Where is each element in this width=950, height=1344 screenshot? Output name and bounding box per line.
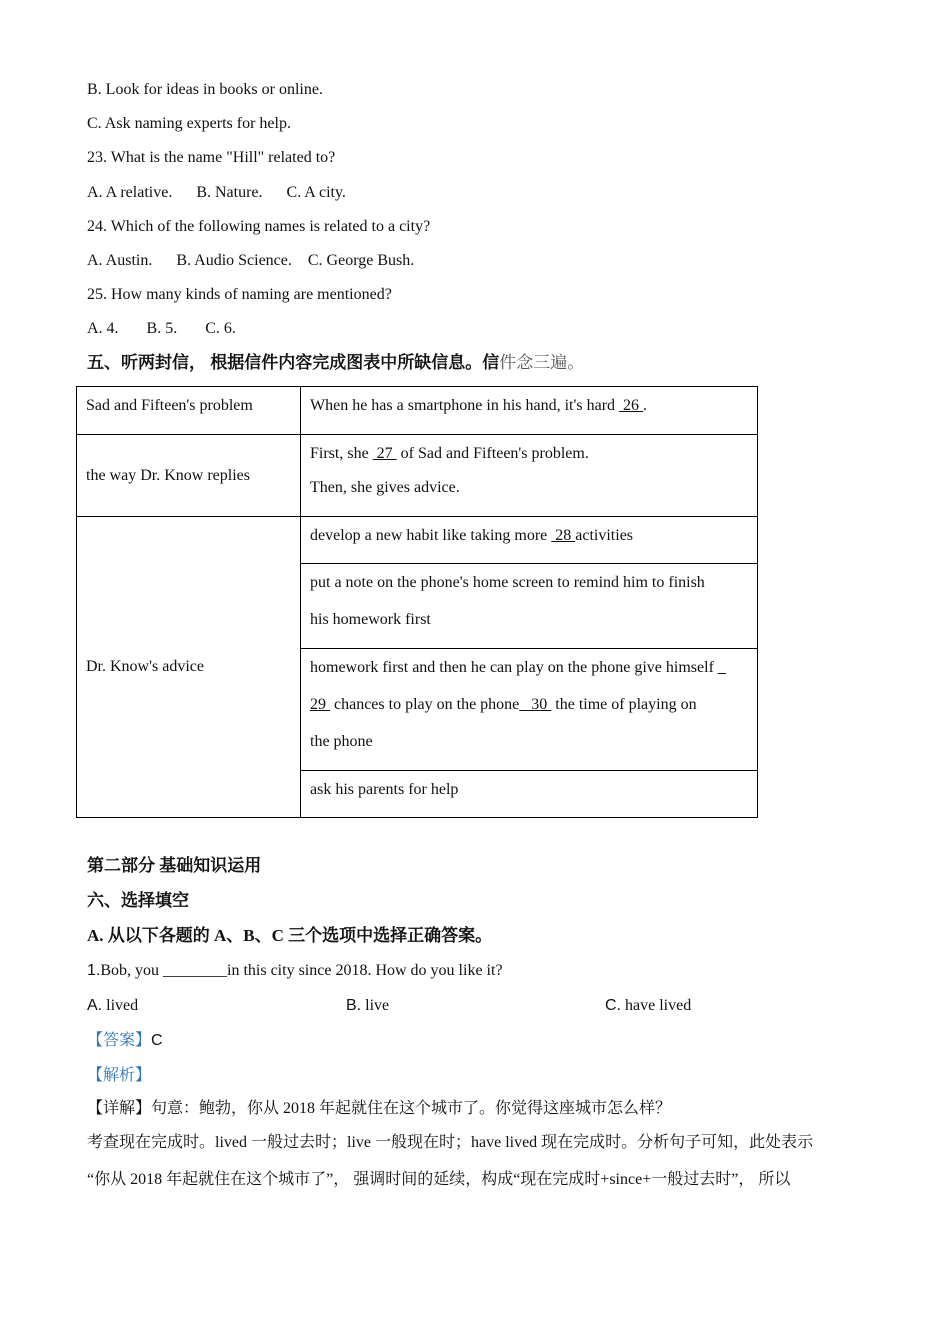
- explanation-line-2: “你从 2018 年起就住在这个城市了”， 强调时间的延续，构成“现在完成时+since+一般过去时”， 所以: [87, 1171, 791, 1188]
- row1-label-cell: [77, 387, 301, 435]
- advice3-text-a: homework first and then he can play on the phone give himself: [310, 659, 718, 676]
- section5-heading-bold: 五、听两封信， 根据信件内容完成图表中所缺信息。信: [87, 353, 500, 372]
- row2-label: the way Dr. Know replies: [86, 466, 250, 484]
- option-c-label: C.: [605, 997, 621, 1014]
- advice2-line1: put a note on the phone's home screen to remind him to finish: [310, 574, 705, 591]
- question1-option-a: [87, 996, 138, 1016]
- advice1-text-b: activities: [575, 527, 634, 544]
- row1-content: [310, 396, 748, 416]
- row2-label-cell: [77, 435, 301, 517]
- detail-line: 【详解】句意：鲍勃，你从 2018 年起就住在这个城市了。你觉得这座城市怎么样？: [87, 1100, 672, 1117]
- section5-heading: [87, 353, 584, 373]
- advice2-cell: [301, 564, 758, 649]
- row2-line2: Then, she gives advice.: [310, 479, 460, 496]
- part2-title: 第二部分 基础知识运用: [87, 856, 262, 875]
- q25-stem: 25. How many kinds of naming are mentioned?: [87, 286, 392, 303]
- row3-label: Dr. Know's advice: [86, 658, 204, 675]
- analysis-label: 【解析】: [87, 1067, 152, 1084]
- q22-option-c: C. Ask naming experts for help.: [87, 115, 291, 132]
- q23-options: A. A relative. B. Nature. C. A city.: [87, 184, 346, 201]
- option-b-text: live: [361, 997, 390, 1014]
- question1-stem: [87, 961, 503, 981]
- row2-text-b: of Sad and Fifteen's problem.: [396, 445, 589, 462]
- blank-28: 28: [551, 527, 576, 544]
- table-row: [77, 435, 758, 517]
- section5-heading-tail: 件念三遍。: [499, 353, 585, 372]
- row3-label-cell: [77, 517, 301, 818]
- section6-title: 六、选择填空: [87, 891, 189, 910]
- blank-29-start: _: [717, 659, 726, 676]
- option-b-label: B.: [346, 997, 362, 1014]
- question1-option-b: [346, 996, 389, 1016]
- blank-30: 30: [519, 696, 552, 713]
- blank-27: 27: [372, 445, 397, 462]
- answer-value: C: [151, 1032, 163, 1049]
- row2-line1: [310, 444, 748, 464]
- question1-option-c: [605, 996, 691, 1016]
- advice1: [310, 526, 748, 546]
- explanation-line-1: 考查现在完成时。lived 一般过去时；live 一般现在时；have lived 现在完成时。分析句子可知，此处表示: [87, 1134, 814, 1151]
- advice3-cell: [301, 649, 758, 771]
- row1-text: When he has a smartphone in his hand, it's hard: [310, 397, 620, 414]
- advice2-line2: his homework first: [310, 611, 431, 628]
- option-c-text: have lived: [621, 997, 692, 1014]
- advice3-text-b: chances to play on the phone: [330, 696, 520, 713]
- advice3-line2: [310, 695, 748, 715]
- advice4-cell: [301, 771, 758, 818]
- answer-line: [87, 1031, 163, 1051]
- advice1-cell: [301, 517, 758, 564]
- q22-option-b: B. Look for ideas in books or online.: [87, 81, 323, 98]
- row1-period: .: [643, 397, 648, 414]
- answer-label: 【答案】: [87, 1032, 152, 1049]
- row1-label: Sad and Fifteen's problem: [86, 397, 253, 414]
- advice3-text-c: the time of playing on: [551, 696, 697, 713]
- q23-stem: 23. What is the name "Hill" related to?: [87, 149, 336, 166]
- q25-options: A. 4. B. 5. C. 6.: [87, 320, 236, 337]
- question1-text: Bob, you ________in this city since 2018. How do you like it?: [100, 962, 503, 979]
- row2-content-cell: [301, 435, 758, 517]
- row1-content-cell: [301, 387, 758, 435]
- advice3-line3: the phone: [310, 733, 373, 750]
- section6-instruction: A. 从以下各题的 A、B、C 三个选项中选择正确答案。: [87, 926, 493, 945]
- advice1-text-a: develop a new habit like taking more: [310, 527, 552, 544]
- row2-text-a: First, she: [310, 445, 373, 462]
- q24-stem: 24. Which of the following names is related to a city?: [87, 218, 431, 235]
- table-row: [77, 387, 758, 435]
- option-a-label: A.: [87, 997, 103, 1014]
- blank-26: 26: [619, 397, 644, 414]
- advice4: ask his parents for help: [310, 781, 459, 798]
- option-a-text: lived: [102, 997, 139, 1014]
- question1-number: 1.: [87, 962, 101, 979]
- q24-options: A. Austin. B. Audio Science. C. George Bush.: [87, 252, 415, 269]
- blank-29: 29: [310, 696, 330, 713]
- info-table: [76, 386, 758, 818]
- table-row: [77, 517, 758, 564]
- advice3-line1: [310, 658, 748, 678]
